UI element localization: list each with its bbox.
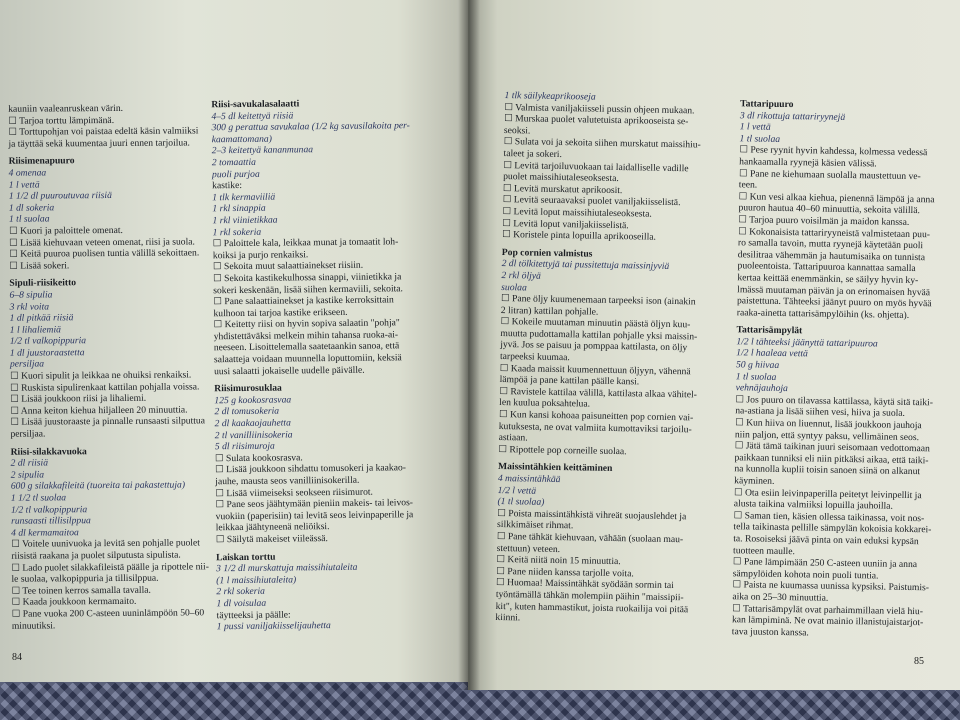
ingredient-line: 1 tl suolaa xyxy=(739,133,781,145)
text-line: ☐ Jätä tämä taikinan juuri seisomaan vedottomaan xyxy=(734,440,930,455)
ingredient-line: 4 dl kermamaitoa xyxy=(11,527,79,539)
text-line: täytteeksi ja päälle: xyxy=(216,608,291,621)
text-line: neeseen. Lisoittelemalla saatetaankin sanoa, että xyxy=(213,340,400,354)
text-line: ☐ Lisää joukkoon sihdattu tomusokeri ja kaakao- xyxy=(215,462,407,476)
ingredient-line: 1/2 tl valkopippuria xyxy=(9,335,87,347)
text-line: ☐ Lisää viimeiseksi seokseen riisimurot. xyxy=(215,486,373,499)
text-line: ta. Rosoiseksi jäävä pinta on vain eduksi kypsän xyxy=(733,533,919,548)
text-line: kan lämpiminä. Ne ovat mainio illanistujaistarjot- xyxy=(731,614,924,629)
text-line: riisistä raakana ja puolet silputusta sipulista. xyxy=(11,549,181,562)
ingredient-line: kaamattomana) xyxy=(211,133,272,146)
text-line: ☐ Pane lämpimään 250 C-asteen uuniin ja anna xyxy=(732,556,918,571)
ingredient-line: vehnäjauhoja xyxy=(735,382,788,395)
text-line: ☐ Kuori ja paloittele omenat. xyxy=(9,224,123,237)
text-line: ☐ Paista ne kuumassa uunissa kypsiksi. Paistumis- xyxy=(732,579,930,594)
ingredient-line: 1 tl suolaa xyxy=(8,213,50,226)
text-line: ☐ Kokeile muutaman minuutin päästä öljyn kuu- xyxy=(500,316,691,331)
ingredient-line: 4 omenaa xyxy=(8,167,47,179)
text-line: na kunnolla kuplii toisin sanoen siinä on alkanut xyxy=(734,463,921,478)
text-line: puoleentoista. Tattaripuuroa kannattaa samalla xyxy=(737,260,916,275)
text-line: ☐ Sulata voi ja sekoita siihen murskatut maissihiu- xyxy=(503,136,701,151)
text-line: ☐ Lisää juustoraaste ja pinnalle runsaasti silputtua xyxy=(10,415,205,429)
text-line: ☐ Murskaa puolet valutetuista aprikooseista se- xyxy=(504,113,689,128)
ingredient-line: 2 tl vanilliinisokeria xyxy=(214,429,293,441)
text-line: ☐ Tarjoa puuro voisilmän ja maidon kanssa. xyxy=(738,214,910,228)
text-line: alusta taikina valmiiksi lopuilla jauhoilla. xyxy=(733,498,893,512)
ingredient-line: 1 dl sokeria xyxy=(8,202,55,214)
text-line: le suolaa, valkopippuria ja tillisilppua. xyxy=(11,572,159,585)
text-line: ☐ Lisää joukkoon riisi ja lihaliemi. xyxy=(10,393,147,405)
text-line: ☐ Pane tähkät kiehuvaan, vähään (suolaan mau- xyxy=(496,530,684,546)
text-line: paistettuna. Tähteeksi jäänyt puuro on myös hyvää xyxy=(736,295,932,310)
ingredient-line: suolaa xyxy=(501,281,527,293)
ingredient-line: 1 dl voisulaa xyxy=(216,597,267,610)
recipe-title: Pop cornien valmistus xyxy=(501,246,593,260)
recipe-title: Riisi-silakkavuoka xyxy=(10,445,87,458)
ingredient-line: 3 1/2 dl murskattuja maissihiutaleita xyxy=(216,561,358,575)
text-line: seoksi. xyxy=(503,124,531,137)
ingredient-line: 1 rkl viinietikkaa xyxy=(212,214,278,227)
right-page xyxy=(468,0,960,690)
ingredient-line: puoli purjoa xyxy=(211,168,260,180)
text-line: tava juuston kanssa. xyxy=(731,625,809,639)
text-line: ☐ Pese ryynit hyvin kahdessa, kolmessa vedessä xyxy=(739,144,928,159)
text-line: niin paljon, että syntyy paksu, vellimäinen seos. xyxy=(734,428,920,443)
ingredient-line: 2–3 keitettyä kananmunaa xyxy=(211,144,314,157)
text-line: len kuulua poksahtelua. xyxy=(499,397,591,411)
text-line: ☐ Kun vesi alkaa kiehua, pienennä lämpöä ja anna xyxy=(738,191,935,206)
text-line: ☐ Ruskista sipulirenkaat kattilan pohjalla voissa. xyxy=(10,381,200,394)
ingredient-line: 1 tlk kermaviiliä xyxy=(212,191,276,204)
text-line: paikkaan tunniksi eli niin pitkäksi aikaa, että taiki- xyxy=(734,452,929,467)
ingredient-line: 2 dl riisiä xyxy=(10,457,49,469)
text-line: ☐ Jos puuro on tilavassa kattilassa, käytä sitä taiki- xyxy=(735,394,934,409)
text-line: ☐ Pane niiden kanssa tarjolle voita. xyxy=(496,565,634,580)
text-line: ☐ Sulata kookosrasva. xyxy=(214,452,303,465)
text-line: ☐ Voitele uunivuoka ja levitä sen pohjalle puolet xyxy=(11,537,200,551)
book-gutter xyxy=(458,0,480,690)
text-line: ☐ Tee toinen kerros samalla tavalla. xyxy=(11,584,151,597)
text-line: sokeri keskenään, lisää siihen kermaviili, sekoita. xyxy=(213,282,403,296)
text-line: koiksi ja purjo renkaiksi. xyxy=(212,248,309,261)
text-line: jauhe, mausta seos vanilliinisokerilla. xyxy=(215,474,360,488)
right-page-number: 85 xyxy=(914,656,924,667)
text-line: astiaan. xyxy=(498,432,528,444)
text-line: tuotteen maulle. xyxy=(733,544,795,557)
text-line: ☐ Sekoita muut salaattiainekset riisiin. xyxy=(212,260,364,273)
ingredient-line: 4 maissintähkää xyxy=(497,472,561,486)
ingredient-line: 300 g perattua savukalaa (1/2 kg savusilakoita per- xyxy=(211,120,410,134)
text-line: kit", kuten hammastikut, joista ruokailija voi pitää xyxy=(495,600,689,615)
recipe-title: Riisimurosuklaa xyxy=(214,382,282,395)
recipe-title: Maissintähkien keittäminen xyxy=(498,461,613,475)
left-page-number: 84 xyxy=(12,652,22,663)
text-line: ☐ Kaada maissit kuumennettuun öljyyn, vähennä xyxy=(499,362,691,377)
text-line: teen. xyxy=(738,179,758,191)
text-line: lmässä muutaman päivän ja on erinomaisen hyvää xyxy=(737,283,931,298)
text-line: ☐ Koristele pinta lopuilla aprikooseilla. xyxy=(502,229,657,243)
ingredient-line: 1 l lihaliemiä xyxy=(9,324,61,336)
text-line: ☐ Pane öljy kuumenemaan tarpeeksi ison (ainakin xyxy=(500,293,696,308)
text-line: ☐ Kun kansi kohoaa paisuneitten pop cornien vai- xyxy=(498,409,694,424)
recipe-title: Tattaripuuro xyxy=(740,98,794,111)
text-line: kulhoon tai tarjoa kastike erikseen. xyxy=(213,306,348,319)
text-line: ☐ Ota esiin leivinpaperilla peitetyt leivinpellit ja xyxy=(733,486,922,501)
text-line: ☐ Pane vuoka 200 C-asteen uuninlämpöön 50–60 xyxy=(11,607,205,620)
ingredient-line: 1 tl suolaa xyxy=(735,370,777,383)
text-line: ☐ Poista maissintähkistä vihreät suojauslehdet ja xyxy=(497,507,687,523)
text-line: ☐ Ravistele kattilaa välillä, kattilasta alkaa vähitel- xyxy=(499,385,697,401)
text-line: ☐ Lado puolet silakkafileistä päälle ja ripottele nii- xyxy=(11,560,209,574)
left-page-column-1 xyxy=(8,102,217,632)
text-line: kauniin vaaleanruskean värin. xyxy=(8,102,124,115)
text-line: ro samalla tavoin, mutta ryynejä käytetään puoli xyxy=(737,237,924,252)
ingredient-line: 2 rkl öljyä xyxy=(501,269,541,282)
ingredient-line: 50 g hiivaa xyxy=(735,359,780,371)
text-line: sämpylöiden kohota noin puoli tuntia. xyxy=(732,567,879,582)
text-line: puolet maissihiutaleseoksesta. xyxy=(503,171,619,185)
text-line: ☐ Levitä seuraavaksi puolet vaniljakiisselistä. xyxy=(502,194,681,209)
ingredient-line: 600 g silakkafileitä (tuoreita tai pakastettuja) xyxy=(10,479,186,493)
text-line: ☐ Lisää sokeri. xyxy=(9,260,70,272)
text-line: ☐ Pane salaattiainekset ja kastike kerroksittain xyxy=(213,294,394,308)
ingredient-line: 1 rkl sinappia xyxy=(212,203,266,215)
text-line: kastike: xyxy=(212,180,243,192)
ingredient-line: persiljaa xyxy=(9,358,45,371)
text-line: kutuksesta, ne ovat valmiita kumottaviksi tarjoilu- xyxy=(498,420,692,435)
text-line: ☐ Tarjoa torttu lämpimänä. xyxy=(8,114,115,127)
text-line: tarpeeksi kuumaa. xyxy=(499,351,570,364)
text-line: muutta pudottamalla kattilan pohjalle yksi maissin- xyxy=(500,327,698,343)
text-line: ☐ Kokonaisista tattariryyneistä valmistetaan puu- xyxy=(738,225,931,240)
left-page-column-2 xyxy=(211,91,457,633)
text-line: ☐ Kaada joukkoon kermamaito. xyxy=(11,596,137,609)
text-line: ☐ Ripottele pop corneille suolaa. xyxy=(498,443,627,458)
ingredient-line: (1 l maissihiutaleita) xyxy=(216,574,297,586)
recipe-title: Riisi-savukalasalaatti xyxy=(211,98,300,111)
ingredient-line: 6–8 sipulia xyxy=(9,289,53,301)
text-line: ☐ Sekoita kastikekulhossa sinappi, viinietikka ja xyxy=(213,271,402,285)
ingredient-line: 2 dl tölkitettyjä tai pussitettuja maissinjyviä xyxy=(501,258,670,273)
ingredient-line: 2 dl tomusokeria xyxy=(214,406,280,418)
ingredient-line: 125 g kookosrasvaa xyxy=(214,394,292,407)
ingredient-line: 1 dl pitkää riisiä xyxy=(9,312,74,324)
text-line: ☐ Levitä tarjoiluvuokaan tai laidalliselle vadille xyxy=(503,159,689,174)
text-line: persiljaa. xyxy=(10,428,46,440)
text-line: stettuun) veteen. xyxy=(496,542,561,555)
left-page xyxy=(0,0,468,682)
ingredient-line: 3 dl rikottuja tattariryynejä xyxy=(739,109,846,123)
text-line: salaatteja voidaan muunnella loputtomiin, keksiä xyxy=(213,352,402,366)
text-line: leikkaa jäähtyneenä neliöiksi. xyxy=(215,521,330,534)
text-line: desilitraa vähemmän ja hautumisaika on tunnista xyxy=(737,248,926,263)
ingredient-line: 2 dl kaakaojauhetta xyxy=(214,417,291,430)
text-line: ☐ Kun hiiva on liuennut, lisää joukkoon jauhoja xyxy=(735,417,922,432)
text-line: ☐ Paloittele kala, leikkaa munat ja tomaatit loh- xyxy=(212,236,399,250)
ingredient-line: 1 1/2 tl suolaa xyxy=(10,492,67,504)
ingredient-line: 1 l vettä xyxy=(8,179,40,191)
recipe-title: Riisimenapuuro xyxy=(8,155,75,168)
text-line: ☐ Levitä murskatut aprikoosit. xyxy=(502,182,623,196)
text-line: 2 litran) kattilan pohjalle. xyxy=(500,304,599,318)
text-line: silkkimäiset rihmat. xyxy=(496,519,574,532)
text-line: taleet ja sokeri. xyxy=(503,148,562,161)
text-line: kertaa keittää enemmänkin, se säilyy hyvin ky- xyxy=(737,272,919,287)
text-line: ☐ Torttupohjan voi paistaa edeltä käsin valmiiksi xyxy=(8,125,199,138)
text-line: ☐ Levitä loput vaniljakiisselistä. xyxy=(502,217,629,231)
ingredient-line: 2 sipulia xyxy=(10,469,45,481)
text-line: ☐ Lisää kiehuvaan veteen omenat, riisi ja suola. xyxy=(9,235,195,249)
text-line: tella taikinasta pellille sämpylän kokoisia kokkarei- xyxy=(733,521,932,536)
text-line: na-astiana ja lisää siihen vesi, hiiva ja suola. xyxy=(735,405,906,420)
text-line: vuokiin (paperisiin) tai levitä seos leivinpaperille ja xyxy=(215,508,414,523)
text-line: ☐ Pane seos jäähtymään pieniin makeis- tai leivos- xyxy=(215,497,414,511)
text-line: ☐ Keitetty riisi on hyvin sopiva salaatin "pohja" xyxy=(213,317,400,331)
ingredient-line: 2 tomaattia xyxy=(211,156,256,169)
ingredient-line: 1/2 l tähteeksi jäänyttä tattaripuuroa xyxy=(736,336,878,350)
text-line: ☐ Keitä niitä noin 15 minuuttia. xyxy=(496,554,621,568)
text-line: lämpöä ja pane kattilan päälle kansi. xyxy=(499,374,640,388)
text-line: ja täyttää sekä kuumentaa juuri ennen tarjoilua. xyxy=(8,137,190,150)
recipe-title: Sipuli-riisikeitto xyxy=(9,277,77,290)
text-line: raaka-ainetta tattarisämpylöihin (ks. ohjetta). xyxy=(736,306,910,321)
ingredient-line: 1 rkl sokeria xyxy=(212,226,262,238)
ingredient-line: 1 pussi vaniljakiisselijauhetta xyxy=(216,620,331,633)
text-line: puuron hautua 40–60 minuuttia, sekoita välillä. xyxy=(738,202,920,217)
text-line: ☐ Pane ne kiehumaan suolalla maustettuun ve- xyxy=(738,167,921,182)
ingredient-line: 5 dl riisimuroja xyxy=(214,440,275,453)
text-line: uusi salaatti jokaiselle uudelle päivälle. xyxy=(214,364,365,377)
text-line: ☐ Anna keiton kiehua hiljalleen 20 minuuttia. xyxy=(10,404,188,417)
ingredient-line: 2 rkl sokeria xyxy=(216,586,265,598)
ingredient-line: 1/2 l vettä xyxy=(497,484,537,497)
text-line: ☐ Tattarisämpylät ovat parhaimmillaan vielä hiu- xyxy=(732,602,924,617)
ingredient-line: 1 tlk säilykeaprikooseja xyxy=(504,90,596,103)
text-line: ☐ Saman tien, käsien ollessa taikinassa, voit nos- xyxy=(733,510,925,525)
text-line: aika on 25–30 minuuttia. xyxy=(732,591,829,604)
text-line: ☐ Kuori sipulit ja leikkaa ne ohuiksi renkaiksi. xyxy=(10,369,192,382)
recipe-title: Laiskan torttu xyxy=(215,551,276,563)
ingredient-line: (1 tl suolaa) xyxy=(497,496,545,508)
ingredient-line: 1 1/2 dl puuroutuvaa riisiä xyxy=(8,190,112,202)
text-line: ☐ Valmista vaniljakiisseli pussin ohjeen mukaan. xyxy=(504,101,695,116)
ingredient-line: 4–5 dl keitettyä riisiä xyxy=(211,110,294,122)
text-line: työntämällä tähkän molempiin päihin "maissipii- xyxy=(495,588,684,604)
ingredient-line: 3 rkl voita xyxy=(9,300,50,313)
text-line: ☐ Levitä loput maissihiutaleseoksesta. xyxy=(502,205,652,220)
text-line: ☐ Keitä puuroa puolisen tuntia välillä sekoittaen. xyxy=(9,247,200,260)
text-line: hankaamalla ryynejä käsien välissä. xyxy=(739,156,877,170)
ingredient-line: 1 dl juustoraastetta xyxy=(9,347,85,359)
recipe-title: Tattarisämpylät xyxy=(736,324,803,337)
ingredient-line: 1/2 tl valkopippuria xyxy=(10,503,88,516)
ingredient-line: runsaasti tillisilppua xyxy=(11,515,91,527)
text-line: ☐ Säilytä makeiset viileässä. xyxy=(215,533,328,546)
text-line: kiinni. xyxy=(495,612,521,624)
text-line: käyminen. xyxy=(734,475,775,487)
text-line: yhdistettäväksi melkein mihin tahansa ruoka-ai- xyxy=(213,329,399,343)
text-line: minuutiksi. xyxy=(11,619,56,632)
text-line: jyvä. Jos se paisuu ja pomppaa kattilasta, on öljy xyxy=(500,339,688,354)
ingredient-line: 1 l vettä xyxy=(739,121,771,133)
right-page-column-1 xyxy=(495,90,732,628)
ingredient-line: 1/2 l haaleaa vettä xyxy=(736,347,808,360)
right-page-column-2 xyxy=(732,92,960,641)
text-line: ☐ Huomaa! Maissintähkät syödään sormin tai xyxy=(495,577,674,592)
